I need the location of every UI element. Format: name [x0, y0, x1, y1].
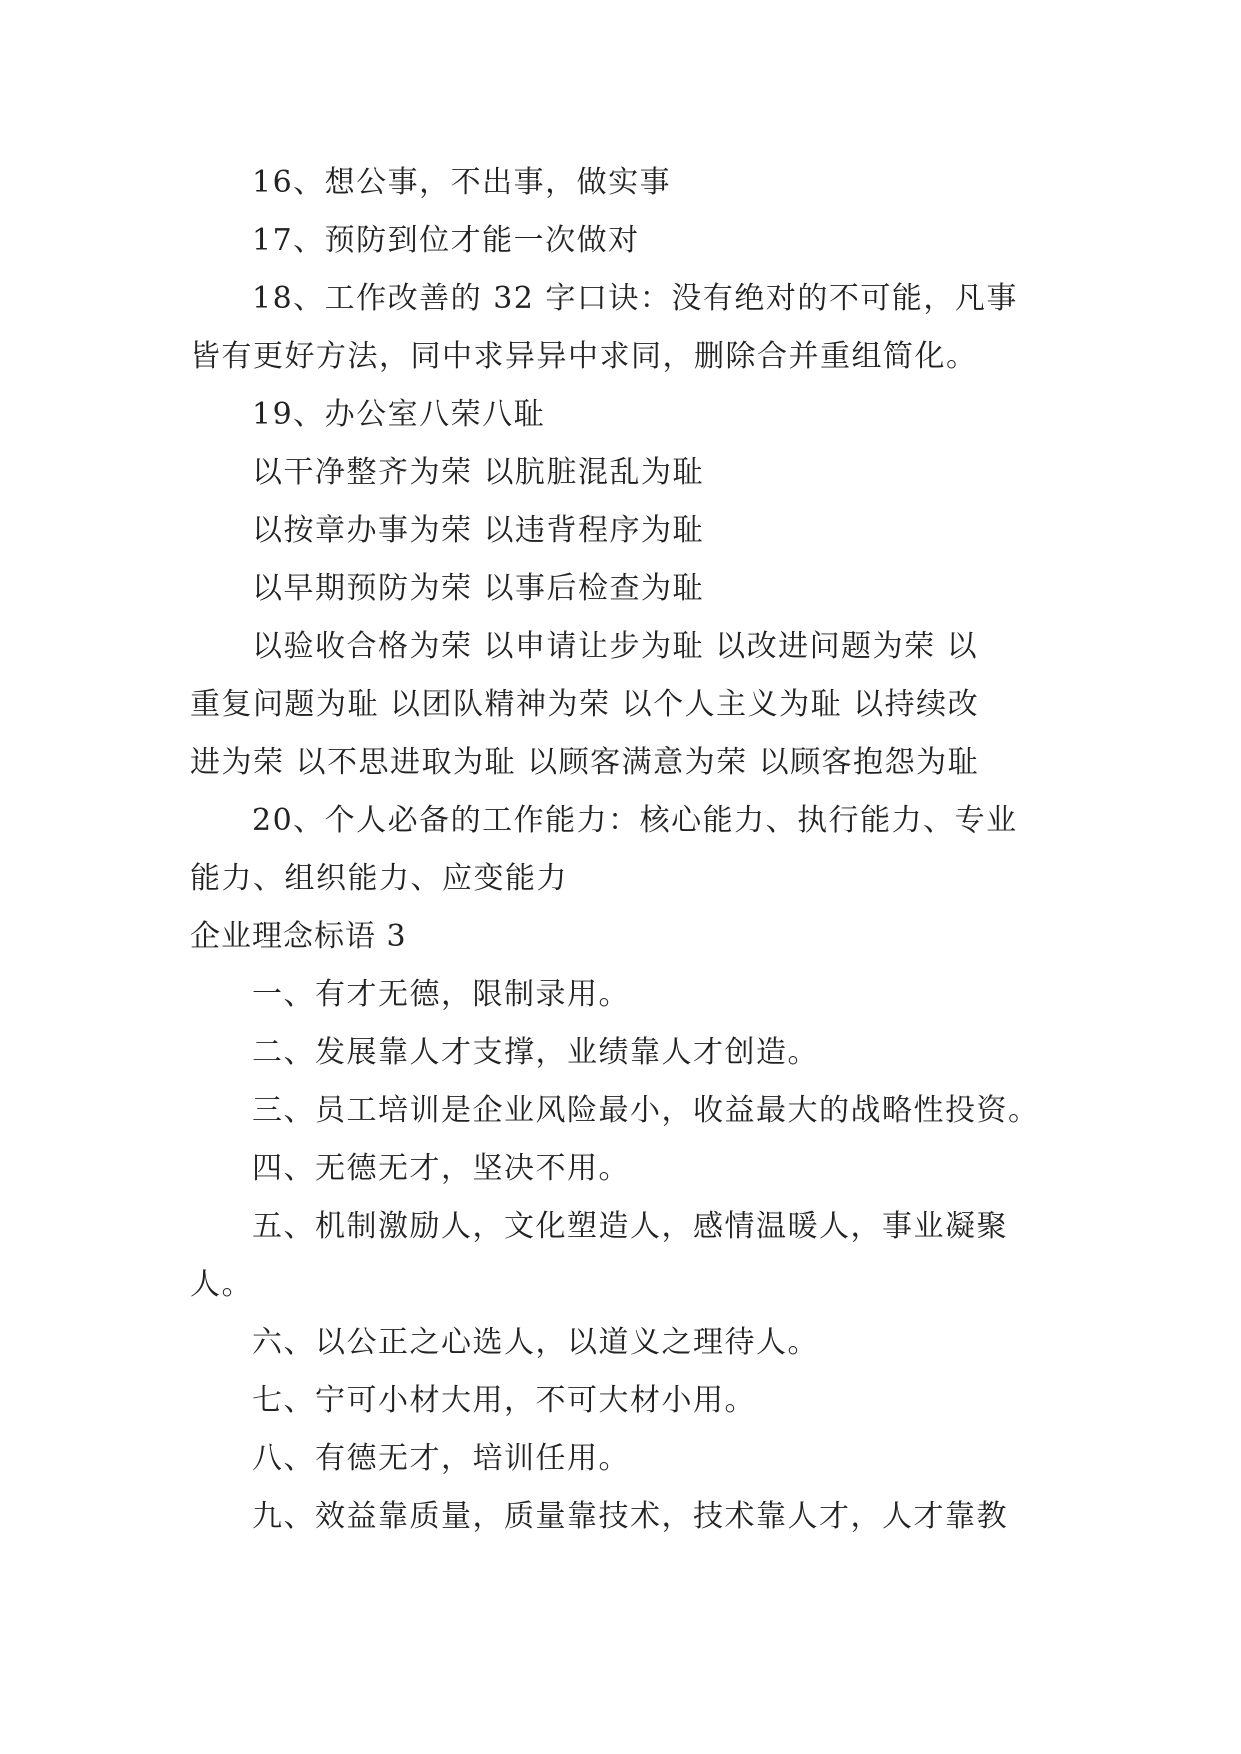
text-line: 八、有德无才，培训任用。 [252, 1441, 630, 1476]
text-line: 20、个人必备的工作能力：核心能力、执行能力、专业 [252, 803, 1018, 838]
text-line: 一、有才无德，限制录用。 [252, 977, 630, 1012]
text-line: 九、效益靠质量，质量靠技术，技术靠人才，人才靠教 [252, 1499, 1008, 1534]
text-line: 三、员工培训是企业风险最小，收益最大的战略性投资。 [252, 1093, 1040, 1128]
text-line: 四、无德无才，坚决不用。 [252, 1151, 630, 1186]
text-line: 进为荣 以不思进取为耻 以顾客满意为荣 以顾客抱怨为耻 [190, 745, 980, 780]
text-line: 17、预防到位才能一次做对 [252, 223, 640, 258]
text-line: 18、工作改善的 32 字口诀：没有绝对的不可能，凡事 [252, 281, 1018, 316]
document-body [190, 154, 1050, 1546]
text-line: 六、以公正之心选人，以道义之理待人。 [252, 1325, 819, 1360]
text-line: 以早期预防为荣 以事后检查为耻 [252, 571, 705, 606]
text-line: 重复问题为耻 以团队精神为荣 以个人主义为耻 以持续改 [190, 687, 980, 722]
text-line: 19、办公室八荣八耻 [252, 397, 546, 432]
text-line: 皆有更好方法，同中求异异中求同，删除合并重组简化。 [190, 339, 978, 374]
text-line: 以按章办事为荣 以违背程序为耻 [252, 513, 705, 548]
text-line: 能力、组织能力、应变能力 [190, 861, 568, 896]
text-line: 七、宁可小材大用，不可大材小用。 [252, 1383, 756, 1418]
text-line: 以干净整齐为荣 以肮脏混乱为耻 [252, 455, 705, 490]
section-heading: 企业理念标语 3 [190, 919, 407, 954]
text-line: 二、发展靠人才支撑，业绩靠人才创造。 [252, 1035, 819, 1070]
text-line: 16、想公事，不出事，做实事 [252, 165, 672, 200]
text-line: 以验收合格为荣 以申请让步为耻 以改进问题为荣 以 [252, 629, 979, 664]
text-line: 人。 [190, 1267, 253, 1302]
text-line: 五、机制激励人，文化塑造人，感情温暖人，事业凝聚 [252, 1209, 1008, 1244]
